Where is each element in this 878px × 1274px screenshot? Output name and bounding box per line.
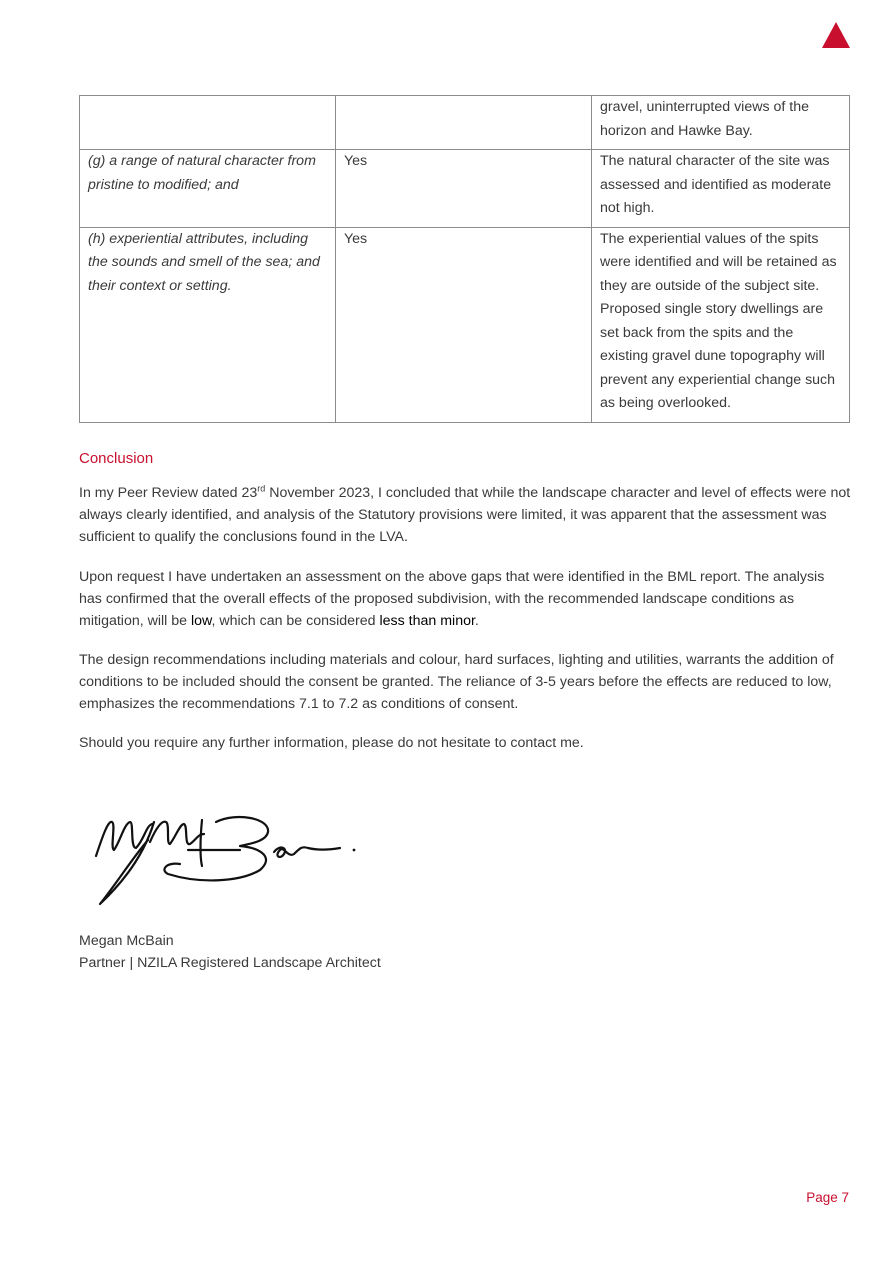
section-heading-conclusion: Conclusion	[79, 450, 154, 467]
ordinal-suffix: rd	[257, 483, 266, 494]
brand-triangle-logo	[822, 22, 850, 48]
table-row	[80, 150, 850, 228]
comment-cell: The natural character of the site was assessed and identified as moderate not high.	[592, 150, 850, 228]
page-number: Page 7	[806, 1190, 849, 1205]
signatory-name: Megan McBain	[79, 933, 174, 949]
conclusion-paragraph-1	[79, 482, 851, 549]
table-row	[80, 227, 850, 422]
paragraph-text: , which can be considered	[211, 613, 380, 630]
response-cell: Yes	[336, 150, 592, 228]
assessment-table	[79, 95, 850, 423]
paragraph-text: November 2023, I concluded that while the landscape character and level of effects were not always clearly identified, and analysis of the Statutory provisions were limited, it was apparent that the assessment was sufficient to qualify the conclusions found in the LVA.	[79, 485, 851, 546]
paragraph-text: Upon request I have undertaken an assessment on the above gaps that were identified in the BML report. The analysis has confirmed that the overall effects of the proposed subdivision, with the recommended landscape conditions as mitigation, will be	[79, 569, 825, 630]
comment-cell: The experiential values of the spits were identified and will be retained as they are outside of the subject site. Proposed single story dwellings are set back from the spits and the existing gravel dune topography will prevent any experiential change such as being overlooked.	[592, 227, 850, 422]
signatory-title: Partner | NZILA Registered Landscape Architect	[79, 955, 381, 971]
paragraph-text: .	[474, 613, 479, 630]
conclusion-paragraph-2	[79, 566, 851, 633]
handwritten-signature	[90, 812, 360, 910]
emphasis-low: low	[190, 613, 212, 630]
response-cell: Yes	[336, 227, 592, 422]
conclusion-paragraph-3: The design recommendations including materials and colour, hard surfaces, lighting and utilities, warrants the addition of conditions to be included should the consent be granted. The reliance of 3-5 years before the effects are reduced to low, emphasizes the recommendations 7.1 to 7.2 as conditions of consent.	[79, 652, 834, 713]
comment-cell: gravel, uninterrupted views of the horizon and Hawke Bay.	[592, 96, 850, 150]
signature-block	[79, 930, 381, 974]
conclusion-paragraph-4: Should you require any further information, please do not hesitate to contact me.	[79, 735, 584, 751]
response-cell	[336, 96, 592, 150]
table-row	[80, 96, 850, 150]
criterion-cell: (g) a range of natural character from pristine to modified; and	[80, 150, 336, 228]
paragraph-text: In my Peer Review dated 23	[79, 485, 258, 501]
criterion-cell	[80, 96, 336, 150]
emphasis-less-than-minor: less than minor	[379, 613, 475, 630]
criterion-cell: (h) experiential attributes, including the sounds and smell of the sea; and their context or setting.	[80, 227, 336, 422]
